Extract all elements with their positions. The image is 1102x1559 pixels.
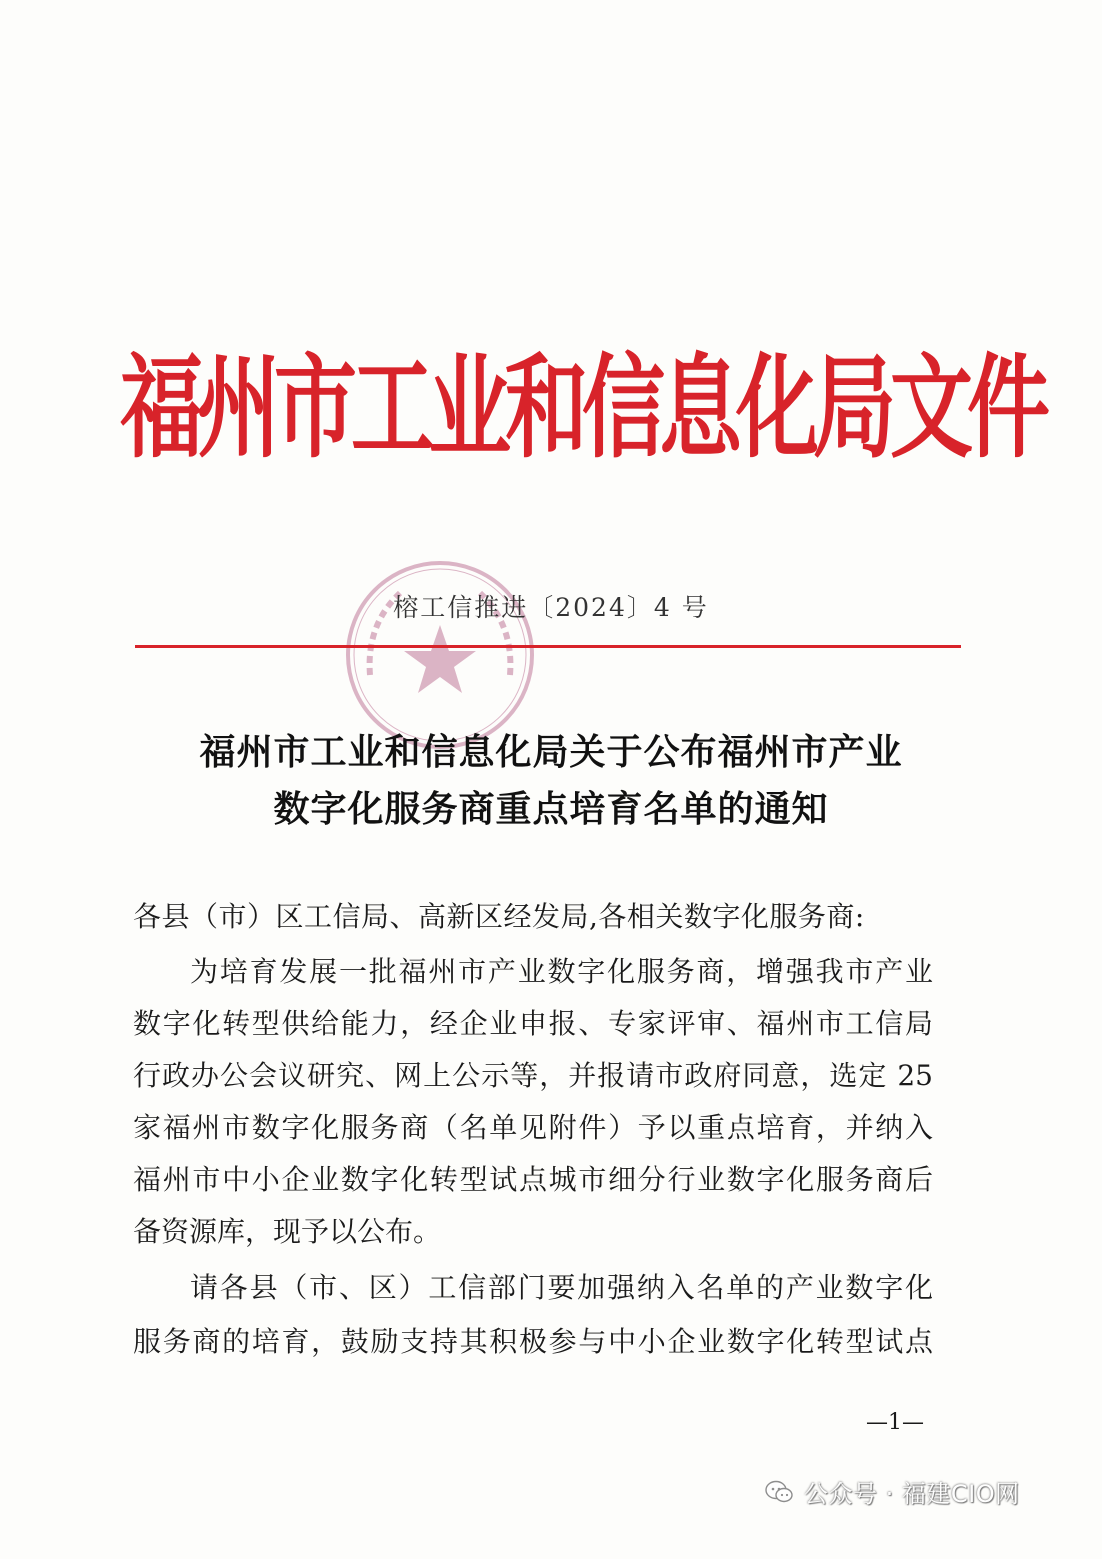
paragraph1-line: 福州市中小企业数字化转型试点城市细分行业数字化服务商后 xyxy=(133,1163,933,1196)
document-number: 榕工信推进〔2024〕4 号 xyxy=(393,593,709,622)
paragraph1-line: 行政办公会议研究、网上公示等，并报请市政府同意，选定 25 xyxy=(133,1059,933,1092)
page-number: —1— xyxy=(866,1410,924,1435)
paragraph1-line: 家福州市数字化服务商（名单见附件）予以重点培育，并纳入 xyxy=(133,1111,933,1144)
watermark-text: 公众号 · 福建CIO网 xyxy=(804,1480,1020,1508)
paragraph1-line: 数字化转型供给能力，经企业申报、专家评审、福州市工信局 xyxy=(133,1007,933,1040)
paragraph2-line: 服务商的培育，鼓励支持其积极参与中小企业数字化转型试点 xyxy=(133,1325,933,1358)
paragraph1-line: 备资源库，现予以公布。 xyxy=(133,1215,442,1248)
paragraph1-line: 为培育发展一批福州市产业数字化服务商，增强我市产业 xyxy=(190,955,933,988)
notice-title-line2: 数字化服务商重点培育名单的通知 xyxy=(273,789,829,830)
red-divider-line xyxy=(135,645,961,648)
paragraph2-line: 请各县（市、区）工信部门要加强纳入名单的产业数字化 xyxy=(190,1271,933,1304)
wechat-watermark xyxy=(764,1474,1020,1509)
wechat-icon xyxy=(764,1479,794,1505)
notice-title-line1: 福州市工业和信息化局关于公布福州市产业 xyxy=(199,732,903,773)
agency-header-title: 福州市工业和信息化局文件 xyxy=(120,341,1044,474)
salutation: 各县（市）区工信局、高新区经发局,各相关数字化服务商: xyxy=(133,900,865,933)
